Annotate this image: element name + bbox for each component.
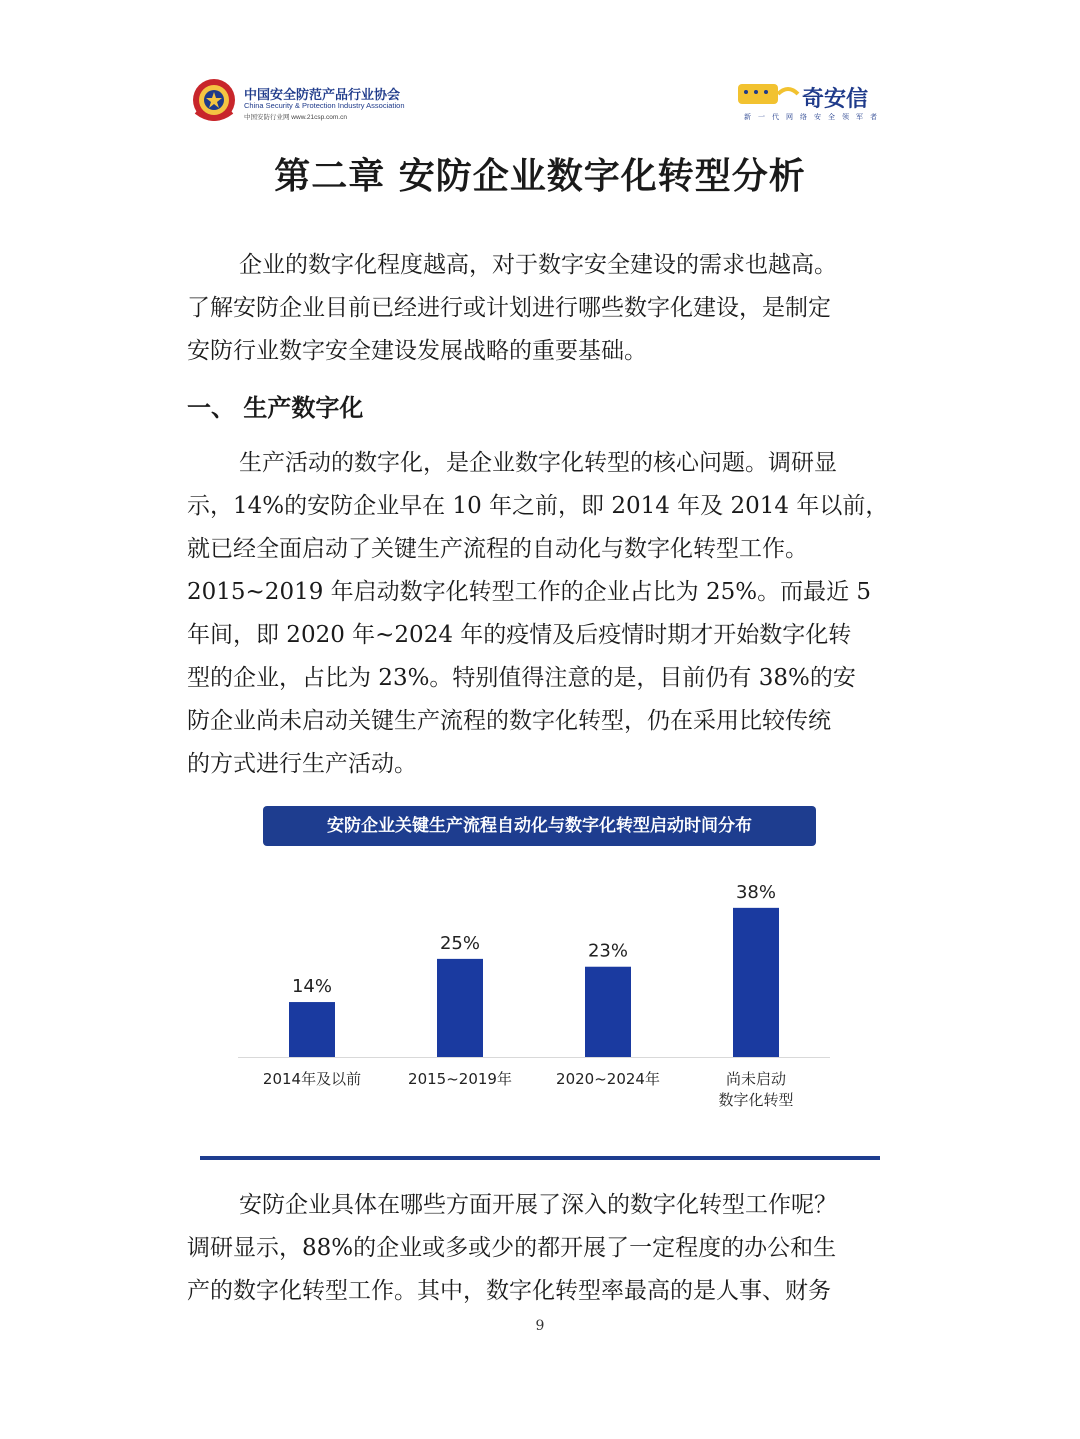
association-emblem-icon (190, 76, 238, 124)
chart-bar (437, 959, 483, 1057)
qianxin-brand-name: 奇安信 (802, 87, 869, 112)
association-name-en: China Security & Protection Industry Association (244, 101, 405, 110)
data-label: 23% (587, 940, 629, 962)
qianxin-logo (736, 80, 886, 126)
section-divider (200, 1156, 880, 1160)
association-website: 中国安防行业网 www.21csp.com.cn (244, 114, 347, 121)
qianxin-slogan: 新一代网络安全领军者 (744, 113, 884, 121)
data-label: 14% (291, 976, 333, 998)
body-line: 防企业尚未启动关键生产流程的数字化转型，仍在采用比较传统 (187, 708, 831, 734)
data-label: 25% (439, 932, 481, 954)
intro-line: 企业的数字化程度越高，对于数字安全建设的需求也越高。 (239, 252, 837, 278)
intro-line: 安防行业数字安全建设发展战略的重要基础。 (187, 338, 647, 364)
intro-paragraph (187, 244, 897, 373)
closing-line: 安防企业具体在哪些方面开展了深入的数字化转型工作呢？ (239, 1192, 837, 1218)
chapter-title: 第二章 安防企业数字化转型分析 (274, 156, 806, 197)
body-line: 就已经全面启动了关键生产流程的自动化与数字化转型工作。 (187, 536, 808, 562)
x-tick-label: 2020~2024年 (556, 1070, 660, 1088)
page-header (0, 0, 1080, 140)
data-label: 38% (735, 881, 777, 903)
x-tick-label: 数字化转型 (718, 1091, 794, 1109)
association-logo (190, 76, 450, 124)
bar-chart (200, 860, 880, 1130)
x-tick-label: 2015~2019年 (408, 1070, 512, 1088)
closing-line: 调研显示，88%的企业或多或少的都开展了一定程度的办公和生 (187, 1235, 837, 1261)
section-heading: 一、 生产数字化 (187, 394, 364, 422)
body-line: 示，14%的安防企业早在 10 年之前，即 2014 年及 2014 年以前， (187, 493, 889, 519)
chart-bar (733, 908, 779, 1057)
closing-paragraph (187, 1184, 897, 1313)
association-name-cn: 中国安全防范产品行业协会 (244, 88, 401, 103)
chart-bar (585, 967, 631, 1057)
closing-line: 产的数字化转型工作。其中，数字化转型率最高的是人事、财务 (187, 1278, 831, 1304)
body-line: 生产活动的数字化，是企业数字化转型的核心问题。调研显 (239, 450, 837, 476)
x-tick-label: 尚未启动 (725, 1070, 787, 1088)
page-number: 9 (535, 1318, 545, 1334)
body-line: 型的企业，占比为 23%。特别值得注意的是，目前仍有 38%的安 (187, 665, 856, 691)
body-line: 2015~2019 年启动数字化转型工作的企业占比为 25%。而最近 5 (187, 579, 872, 605)
body-line: 年间，即 2020 年~2024 年的疫情及后疫情时期才开始数字化转 (187, 622, 852, 648)
chart-title: 安防企业关键生产流程自动化与数字化转型启动时间分布 (263, 806, 816, 846)
intro-line: 了解安防企业目前已经进行或计划进行哪些数字化建设，是制定 (187, 295, 831, 321)
body-paragraph (187, 442, 897, 786)
x-tick-label: 2014年及以前 (262, 1070, 362, 1088)
body-line: 的方式进行生产活动。 (187, 751, 417, 777)
chart-bar (289, 1002, 335, 1057)
qianxin-mark-icon (736, 80, 800, 108)
